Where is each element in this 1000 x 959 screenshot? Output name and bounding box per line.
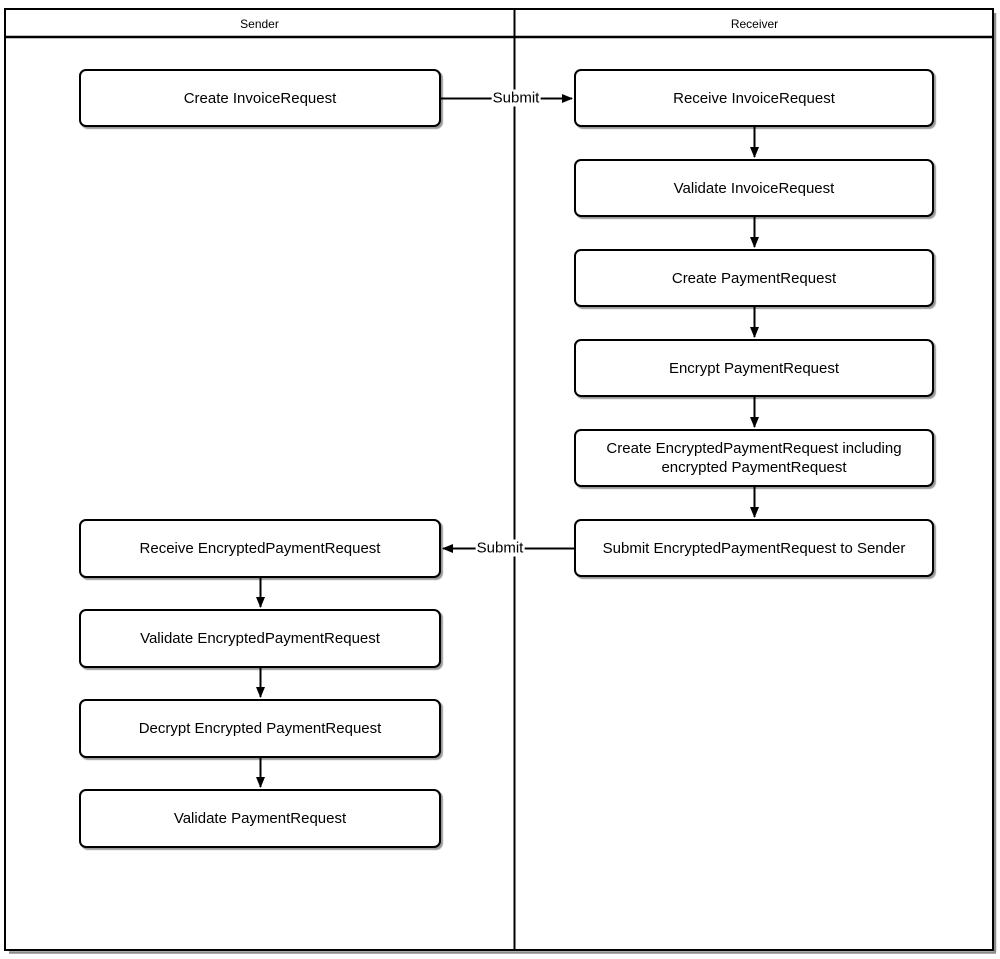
lane-header-receiver-label: Receiver bbox=[730, 16, 779, 31]
node-submit-encrypted-payment-request: Submit EncryptedPaymentRequest to Sender bbox=[574, 519, 934, 577]
edge-label-submit-invoice: Submit bbox=[492, 89, 540, 107]
lane-header-receiver bbox=[516, 10, 993, 37]
node-validate-encrypted-payment-request: Validate EncryptedPaymentRequest bbox=[79, 609, 441, 668]
node-validate-payment-request: Validate PaymentRequest bbox=[79, 789, 441, 848]
node-create-invoice-request: Create InvoiceRequest bbox=[79, 69, 441, 127]
node-create-encrypted-payment-request: Create EncryptedPaymentRequest including encrypted PaymentRequest bbox=[574, 429, 934, 487]
node-create-payment-request: Create PaymentRequest bbox=[574, 249, 934, 307]
node-encrypt-payment-request: Encrypt PaymentRequest bbox=[574, 339, 934, 397]
node-decrypt-encrypted-payment-request: Decrypt Encrypted PaymentRequest bbox=[79, 699, 441, 758]
lane-header-sender-label: Sender bbox=[240, 16, 279, 31]
edge-label-submit-payment: Submit bbox=[476, 539, 524, 557]
node-validate-invoice-request: Validate InvoiceRequest bbox=[574, 159, 934, 217]
node-receive-encrypted-payment-request: Receive EncryptedPaymentRequest bbox=[79, 519, 441, 578]
lane-header-sender bbox=[5, 10, 514, 37]
node-receive-invoice-request: Receive InvoiceRequest bbox=[574, 69, 934, 127]
